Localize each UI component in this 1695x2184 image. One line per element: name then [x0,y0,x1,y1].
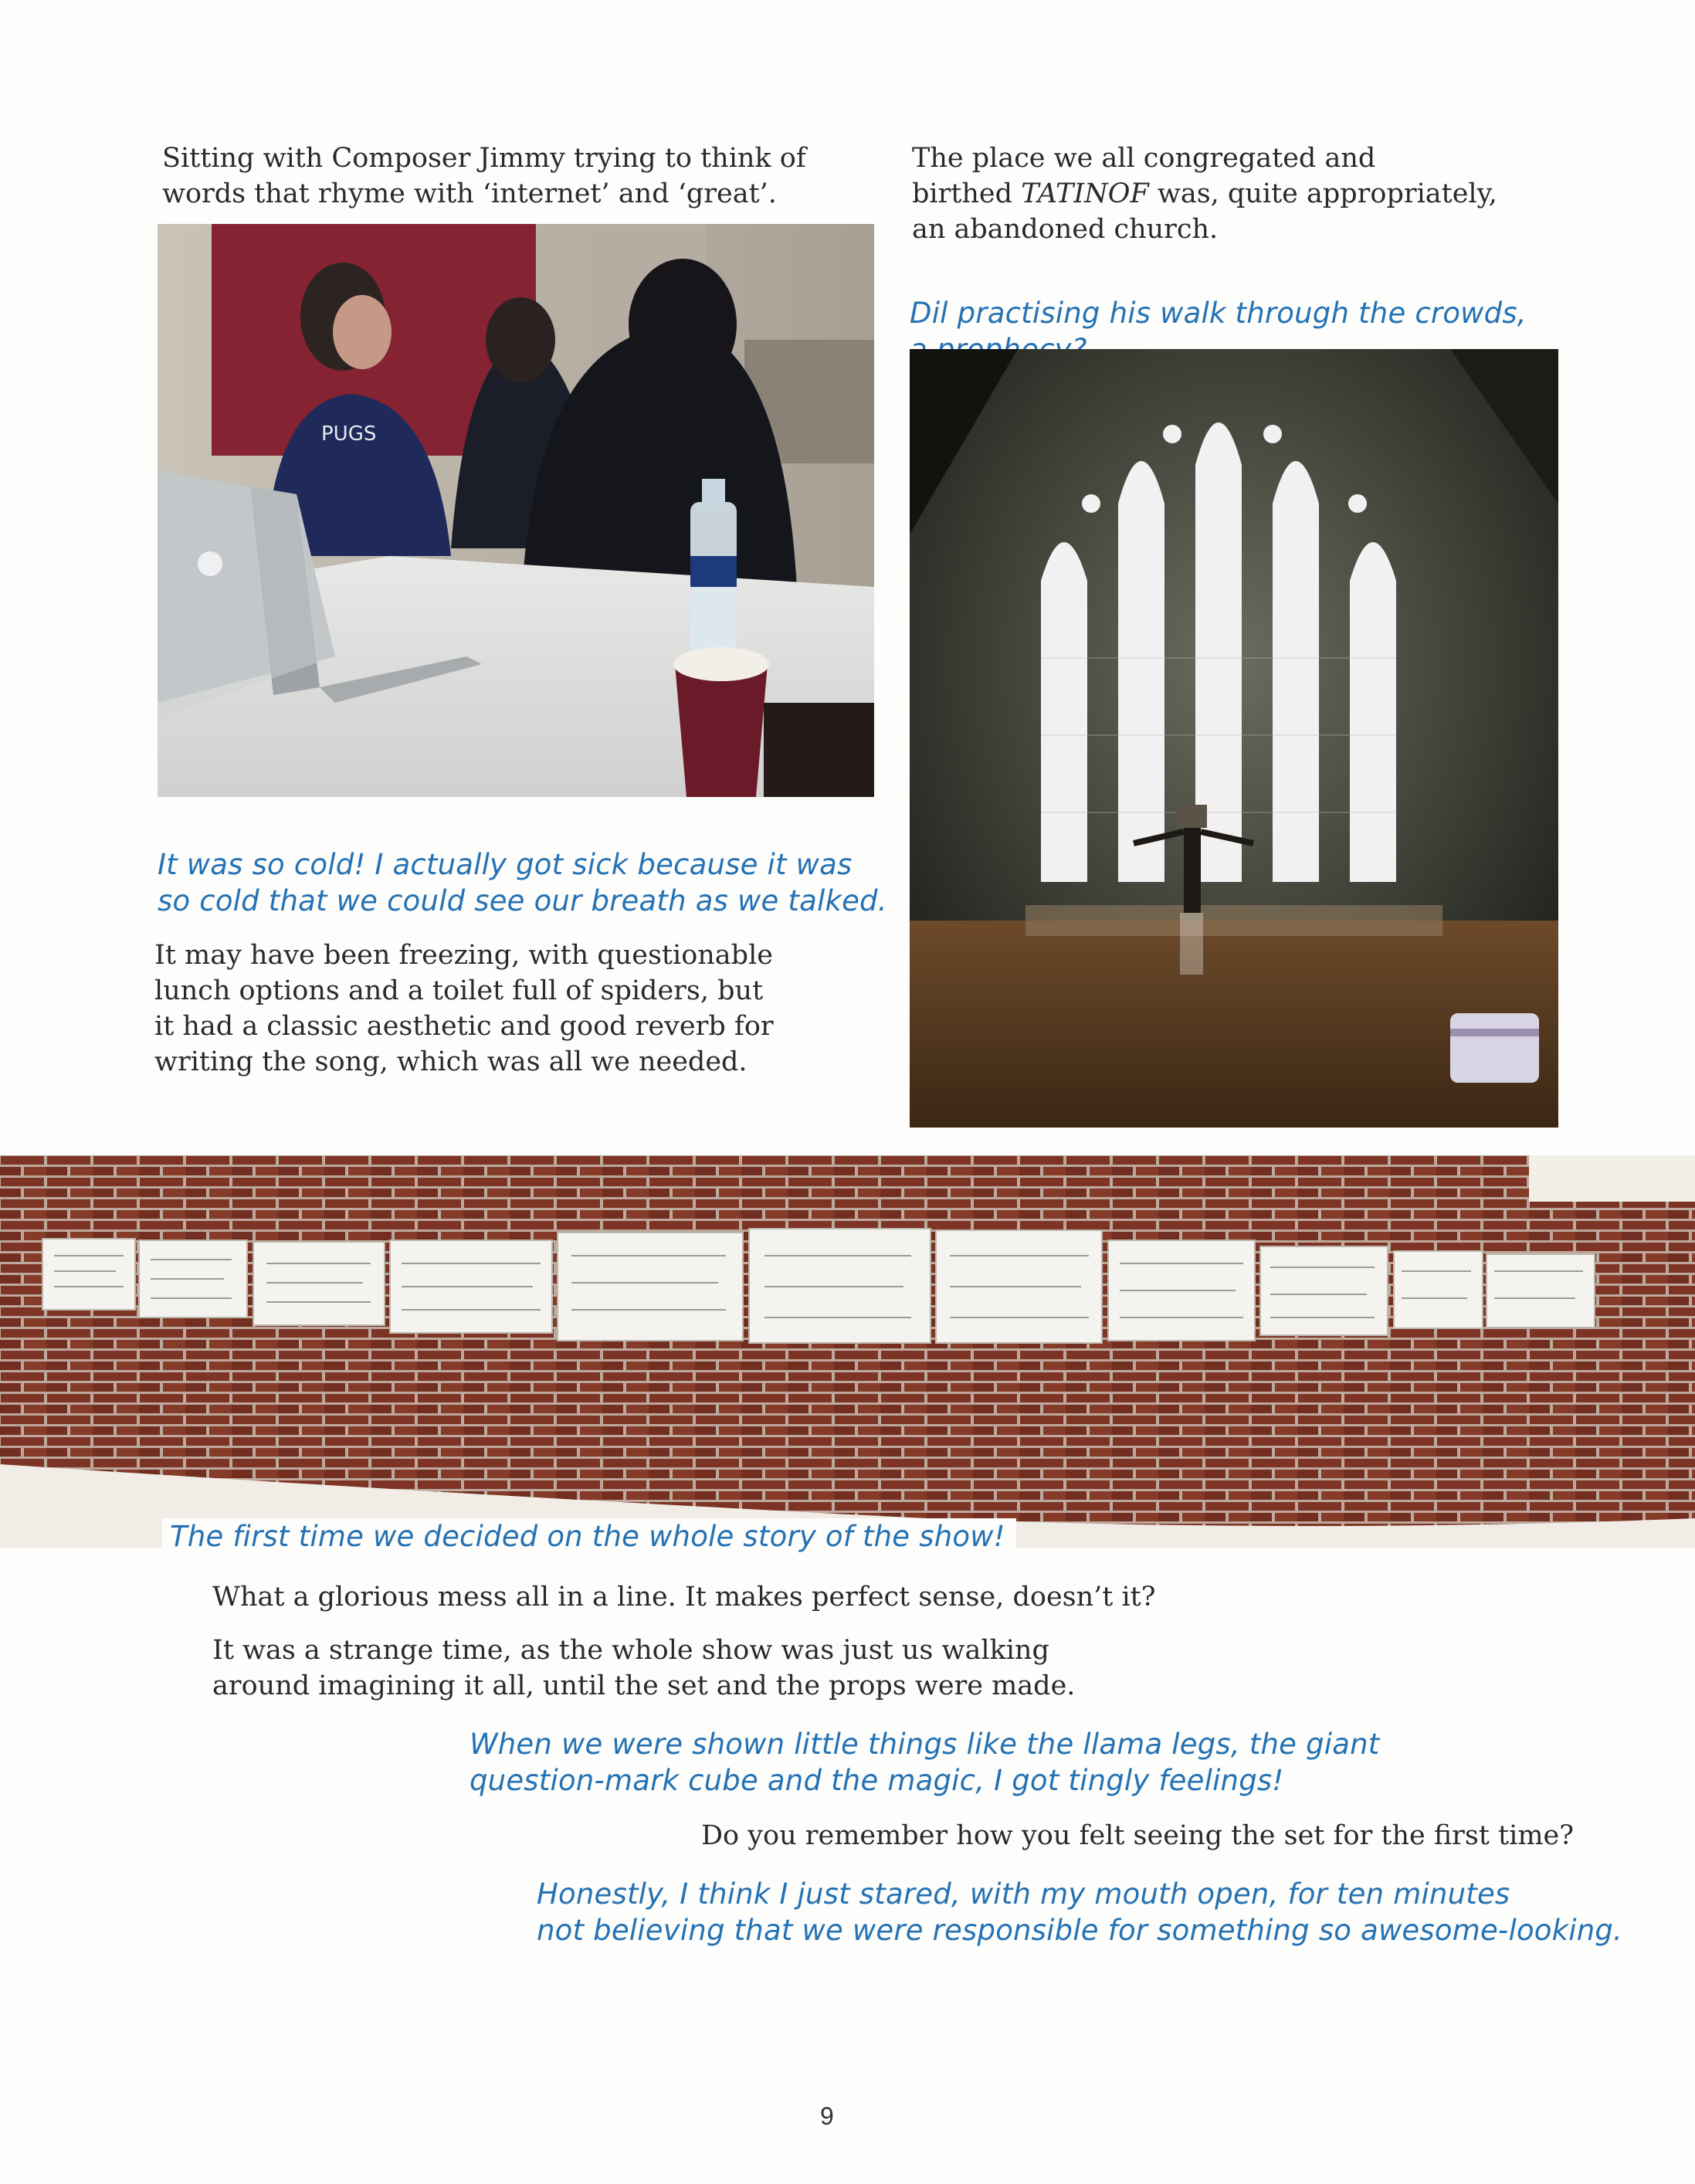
stared-quote: Honestly, I think I just stared, with my mouth open, for ten minutes not believing that we were responsible for something so awesome-looking. [537,1877,1623,1947]
sweater-text: PUGS [321,422,377,446]
freezing-paragraph: It may have been freezing, with questionable lunch options and a toilet full of spiders, but it had a classic aesthetic and good reverb for writing the song, which was all we needed. [154,940,774,1077]
cold-quote: It was so cold! I actually got sick because it was so cold that we could see our breath as we talked. [158,848,887,917]
strange-time-paragraph: It was a strange time, as the whole show was just us walking around imagining it all, until the set and the props were made. [212,1635,1076,1701]
photo-caption-jimmy: Sitting with Composer Jimmy trying to think of words that rhyme with ‘internet’ and ‘great’. [162,143,806,209]
llama-quote: When we were shown little things like the llama legs, the giant question-mark cube and the magic, I got tingly feelings! [470,1728,1380,1797]
photo-meeting-room [158,224,874,797]
question-paragraph: Do you remember how you felt seeing the set for the first time? [701,1820,1574,1851]
page-number: 9 [820,2102,834,2130]
story-caption: The first time we decided on the whole story of the show! [162,1518,1016,1557]
photo-caption-dil: Dil practising his walk through the crowds, [910,297,1527,330]
photo-church-window [910,349,1558,1128]
mess-paragraph: What a glorious mess all in a line. It makes perfect sense, doesn’t it? [212,1582,1156,1613]
show-title: TATINOF [1021,178,1149,209]
church-paragraph: The place we all congregated and birthed TATINOF was, quite appropriately, an abandoned church. [912,143,1497,245]
photo-brick-wall-storyboard [0,1155,1695,1548]
